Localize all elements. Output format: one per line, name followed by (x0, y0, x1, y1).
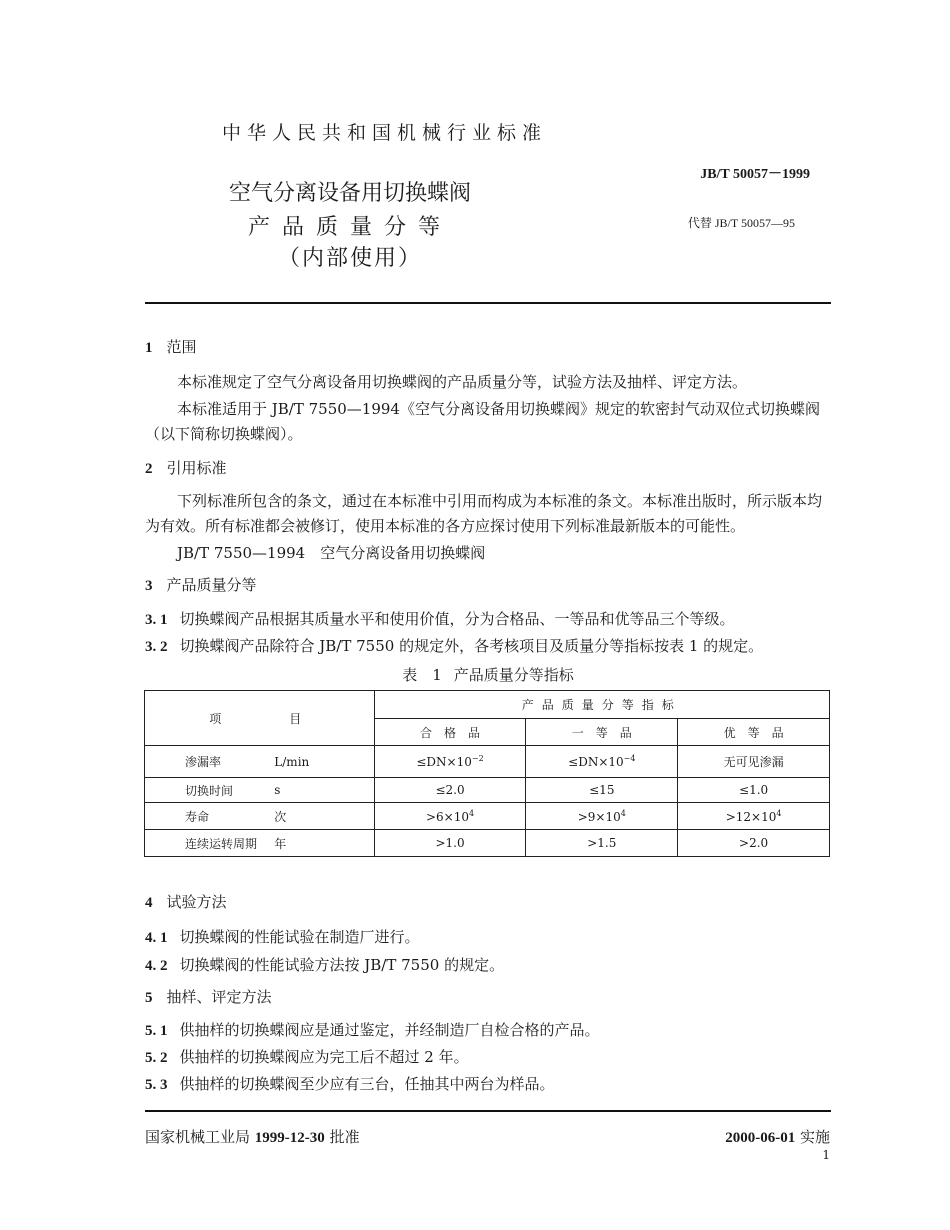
section-title: 抽样、评定方法 (166, 988, 272, 1006)
section-4-heading (145, 891, 227, 912)
grade-group-header: 产品质量分等指标 (374, 691, 829, 719)
clause-text: 切换蝶阀的性能试验方法按 JB/T 7550 的规定。 (179, 956, 505, 974)
section-title: 范围 (166, 338, 197, 356)
clause-number: 3. 2 (145, 639, 168, 655)
document-title: 空气分离设备用切换蝶阀 (228, 181, 471, 206)
section-2-paragraph-1: 下列标准所包含的条文，通过在本标准中引用而构成为本标准的条文。本标准出版时，所示版本均为有效。所有标准都会被修订，使用本标准的各方应探讨使用下列标准最新版本的可能性。 (145, 492, 823, 535)
value-superior: $>12\times 10^4$ (678, 803, 830, 830)
value-first-class: >1.5 (526, 830, 678, 857)
grade-header-superior: 优 等 品 (678, 719, 830, 746)
section-title: 试验方法 (166, 893, 227, 911)
clause-number: 5. 3 (145, 1077, 168, 1093)
section-title: 引用标准 (166, 459, 227, 477)
table-caption-label: 表 1 (402, 666, 442, 684)
clause-number: 3. 1 (145, 612, 168, 628)
section-number: 5 (145, 990, 153, 1006)
section-1-paragraph-1: 本标准规定了空气分离设备用切换蝶阀的产品质量分等，试验方法及抽样、评定方法。 (177, 373, 748, 391)
effective-label: 实施 (799, 1128, 830, 1146)
value-superior: ≤1.0 (678, 778, 830, 803)
clause-number: 5. 2 (145, 1050, 168, 1066)
row-item: 渗漏率 (145, 746, 275, 778)
clause-text: 供抽样的切换蝶阀应为完工后不超过 2 年。 (179, 1048, 469, 1066)
clause-number: 5. 1 (145, 1023, 168, 1039)
value-qualified: $\le DN\times 10^{-2}$ (374, 746, 526, 778)
clause-text: 切换蝶阀的性能试验在制造厂进行。 (179, 928, 420, 946)
grade-header-qualified: 合 格 品 (374, 719, 526, 746)
clause-number: 4. 2 (145, 958, 168, 974)
table-row (145, 746, 830, 778)
row-unit: 次 (274, 803, 374, 830)
value-qualified: >1.0 (374, 830, 526, 857)
quality-grade-table (144, 690, 830, 857)
section-1-heading (145, 336, 197, 357)
clause-text: 供抽样的切换蝶阀应是通过鉴定，并经制造厂自检合格的产品。 (179, 1021, 600, 1039)
clause-5-1 (145, 1018, 600, 1044)
table-caption (145, 664, 831, 685)
row-unit: L/min (274, 746, 374, 778)
row-item: 切换时间 (145, 778, 275, 803)
clause-4-1 (145, 925, 420, 951)
replaces-standard: 代替 JB/T 50057—95 (687, 216, 795, 230)
footer-divider (145, 1110, 831, 1112)
issuer: 国家机械工业局 (145, 1128, 251, 1146)
section-number: 1 (145, 340, 153, 356)
value-first-class: $>9\times 10^4$ (526, 803, 678, 830)
effective-info (725, 1126, 830, 1147)
row-unit: s (274, 778, 374, 803)
approval-label: 批准 (329, 1128, 360, 1146)
issuing-body-header: 中华人民共和国机械行业标准 (222, 122, 548, 144)
row-item: 寿命 (145, 803, 275, 830)
row-item: 连续运转周期 (145, 830, 275, 857)
value-superior: 无可见渗漏 (678, 746, 830, 778)
section-2-heading (145, 457, 227, 478)
approval-date: 1999-12-30 (254, 1130, 325, 1146)
section-title: 产品质量分等 (166, 576, 257, 594)
value-first-class: $\le DN\times 10^{-4}$ (526, 746, 678, 778)
header-divider (145, 302, 831, 304)
item-header: 项 目 (145, 691, 375, 746)
table-row (145, 830, 830, 857)
clause-4-2 (145, 953, 504, 979)
section-1-paragraph-2: 本标准适用于 JB/T 7550—1994《空气分离设备用切换蝶阀》规定的软密封气动双位式切换蝶阀（以下简称切换蝶阀）。 (145, 400, 820, 443)
row-unit: 年 (274, 830, 374, 857)
table-caption-title: 产品质量分等指标 (453, 666, 574, 684)
section-number: 2 (145, 461, 153, 477)
effective-date: 2000-06-01 (725, 1130, 796, 1146)
value-qualified: $>6\times 10^4$ (374, 803, 526, 830)
clause-5-2 (145, 1045, 469, 1071)
value-qualified: ≤2.0 (374, 778, 526, 803)
clause-5-3 (145, 1072, 555, 1098)
clause-text: 供抽样的切换蝶阀至少应有三台，任抽其中两台为样品。 (179, 1075, 555, 1093)
clause-text: 切换蝶阀产品根据其质量水平和使用价值，分为合格品、一等品和优等品三个等级。 (179, 610, 735, 628)
clause-text: 切换蝶阀产品除符合 JB/T 7550 的规定外，各考核项目及质量分等指标按表 1 的规定。 (179, 637, 764, 655)
referenced-standard: JB/T 7550—1994 空气分离设备用切换蝶阀 (177, 544, 486, 562)
grade-header-first-class: 一 等 品 (526, 719, 678, 746)
clause-3-1 (145, 607, 735, 633)
value-superior: >2.0 (678, 830, 830, 857)
section-3-heading (145, 574, 257, 595)
section-5-heading (145, 986, 272, 1007)
document-subtitle: 产品质量分等 (247, 215, 452, 240)
value-first-class: ≤15 (526, 778, 678, 803)
approval-info (145, 1126, 360, 1147)
table-row (145, 803, 830, 830)
document-usage-note: （内部使用） (277, 246, 422, 271)
section-number: 4 (145, 895, 153, 911)
standard-number: JB/T 50057－1999 (700, 167, 810, 182)
clause-3-2 (145, 634, 763, 660)
section-number: 3 (145, 578, 153, 594)
clause-number: 4. 1 (145, 930, 168, 946)
page-number: 1 (822, 1148, 830, 1162)
table-row (145, 778, 830, 803)
